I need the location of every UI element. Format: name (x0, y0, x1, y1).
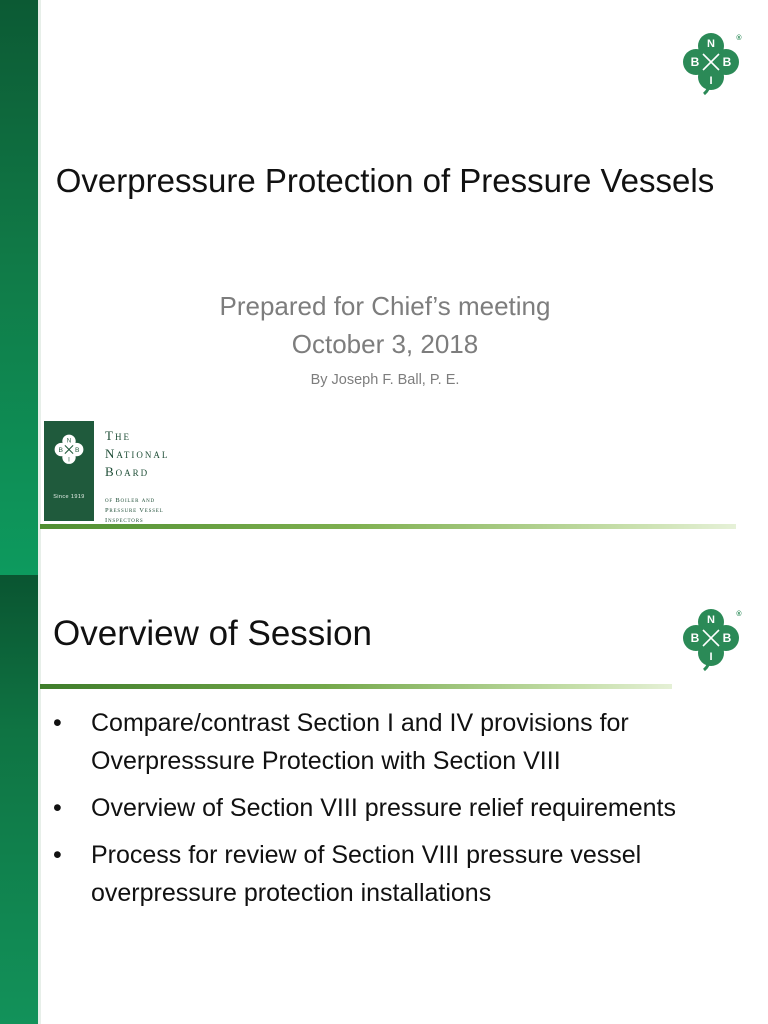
logo-letter-right: B (722, 631, 732, 645)
bullet-icon: • (53, 709, 62, 737)
registered-mark: ® (736, 35, 742, 42)
small-logo-letter-left: B (58, 447, 63, 455)
logo-letter-bottom: I (709, 651, 713, 663)
left-bar-divider (38, 575, 41, 1024)
left-green-bar (0, 575, 38, 1024)
logo-name-line-1: The (105, 428, 131, 443)
small-logo-letter-top: N (66, 437, 72, 445)
small-logo-letter-right: B (75, 447, 80, 455)
since-year: Since 1919 (53, 494, 85, 500)
nbbi-clover-small-icon (51, 431, 87, 467)
bullet-icon: • (53, 794, 62, 822)
logo-letter-left: B (690, 631, 700, 645)
logo-letter-left: B (690, 55, 700, 69)
logo-tagline-line-2: Pressure Vessel (105, 507, 164, 514)
subtitle-line-2: October 3, 2018 (291, 329, 479, 359)
logo-tagline-line-1: of Boiler and (105, 497, 155, 504)
logo-name-line-3: Board (105, 464, 150, 479)
logo-tagline-line-3: Inspectors (105, 517, 144, 524)
logo-letter-right: B (722, 55, 732, 69)
bullet-text: Process for review of Section VIII pressure vessel overpressure protection installations (91, 841, 642, 907)
logo-name-line-2: National (105, 446, 170, 461)
nbbi-clover-icon (676, 602, 746, 672)
bullet-list (53, 704, 743, 921)
logo-tagline (105, 496, 164, 526)
national-board-logo (44, 421, 194, 524)
accent-rule (40, 684, 672, 689)
bullet-text: Compare/contrast Section I and IV provisions for Overpresssure Protection with Section VIII (91, 709, 629, 775)
logo-letter-top: N (707, 38, 715, 50)
logo-green-box (44, 421, 94, 521)
left-green-bar (0, 0, 38, 575)
bullet-text: Overview of Section VIII pressure relief requirements (91, 794, 676, 822)
logo-name (105, 427, 169, 481)
registered-mark: ® (736, 611, 742, 618)
slide-overview (0, 575, 768, 1024)
author-line: By Joseph F. Ball, P. E. (310, 372, 460, 388)
bullet-item (53, 836, 743, 912)
slide-title-text: Overview of Session (53, 614, 373, 653)
logo-letter-bottom: I (709, 75, 713, 87)
logo-letter-top: N (707, 614, 715, 626)
nbbi-clover-icon (676, 26, 746, 96)
subtitle (40, 287, 730, 363)
subtitle-line-1: Prepared for Chief’s meeting (219, 291, 551, 321)
bullet-icon: • (53, 841, 62, 869)
slide-title-text: Overpressure Protection of Pressure Vessels (55, 162, 715, 199)
bullet-item (53, 789, 743, 827)
small-logo-letter-bottom: I (68, 456, 70, 464)
accent-rule (40, 524, 736, 529)
bullet-item (53, 704, 743, 780)
